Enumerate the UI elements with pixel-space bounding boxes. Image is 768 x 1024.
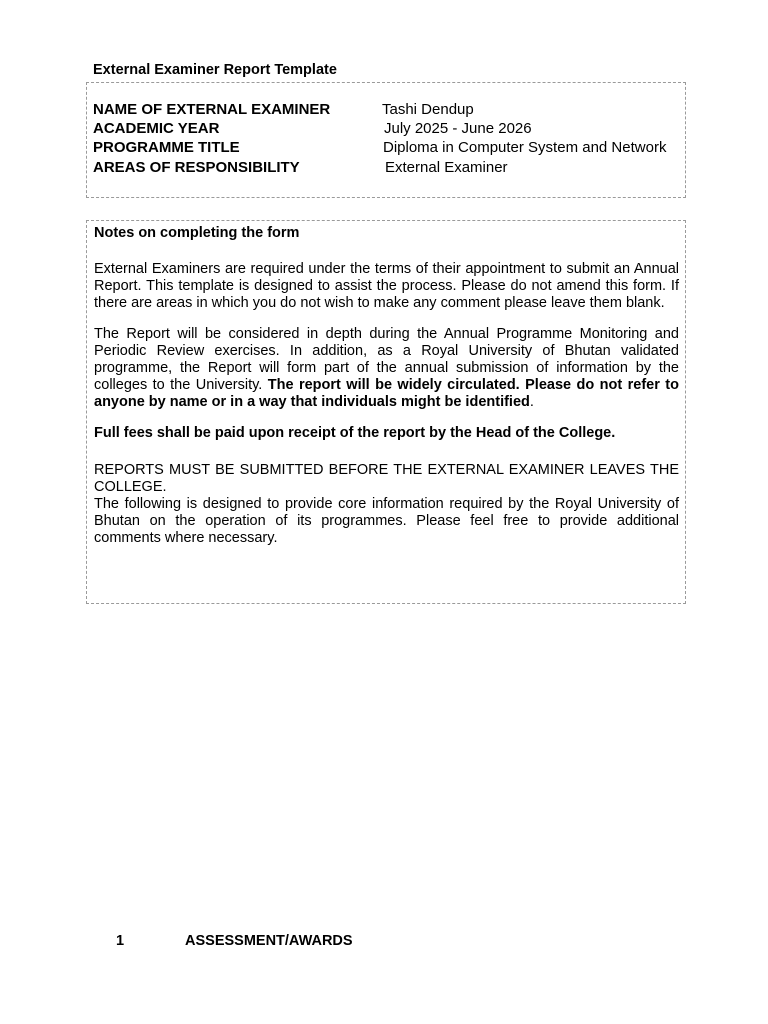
section-title: ASSESSMENT/AWARDS [185, 933, 353, 949]
detail-value: External Examiner [385, 159, 508, 176]
section-number: 1 [116, 933, 125, 949]
detail-value: Tashi Dendup [382, 101, 474, 118]
notes-paragraph-2-end: . [529, 394, 534, 410]
notes-heading: Notes on completing the form [94, 225, 300, 241]
notes-paragraph-2-bold-text: The report will be widely circulated. Please do not refer to anyone by name or in a way that individuals might be identified [94, 377, 679, 410]
detail-value: July 2025 - June 2026 [384, 120, 532, 137]
detail-value: Diploma in Computer System and Network [383, 139, 667, 156]
detail-label: NAME OF EXTERNAL EXAMINER [93, 101, 331, 118]
notes-paragraph-submission: REPORTS MUST BE SUBMITTED BEFORE THE EXTERNAL EXAMINER LEAVES THE COLLEGE. [94, 462, 679, 495]
notes-paragraph-fees: Full fees shall be paid upon receipt of the report by the Head of the College. [94, 425, 616, 441]
notes-box [86, 220, 686, 604]
detail-label: ACADEMIC YEAR [93, 120, 220, 137]
examiner-details-box [86, 82, 686, 198]
notes-paragraph-1: External Examiners are required under the terms of their appointment to submit an Annual Report. This template is designed to assist the process. Please do not amend this form. If there are areas in which you do not wish to make any comment please leave them blank. [94, 261, 679, 311]
document-title: External Examiner Report Template [93, 62, 337, 78]
notes-paragraph-2 [94, 326, 679, 411]
detail-label: AREAS OF RESPONSIBILITY [93, 159, 300, 176]
detail-label: PROGRAMME TITLE [93, 139, 240, 156]
notes-paragraph-2-text: The Report will be considered in depth during the Annual Programme Monitoring and Periodic Review exercises. In addition, as a Royal University of Bhutan validated programme, the Report will form part of the annual submission of information by the colleges to the University. [94, 326, 679, 393]
notes-paragraph-core-info: The following is designed to provide core information required by the Royal University of Bhutan on the operation of its programmes. Please feel free to provide additional comments where necessary. [94, 496, 679, 546]
